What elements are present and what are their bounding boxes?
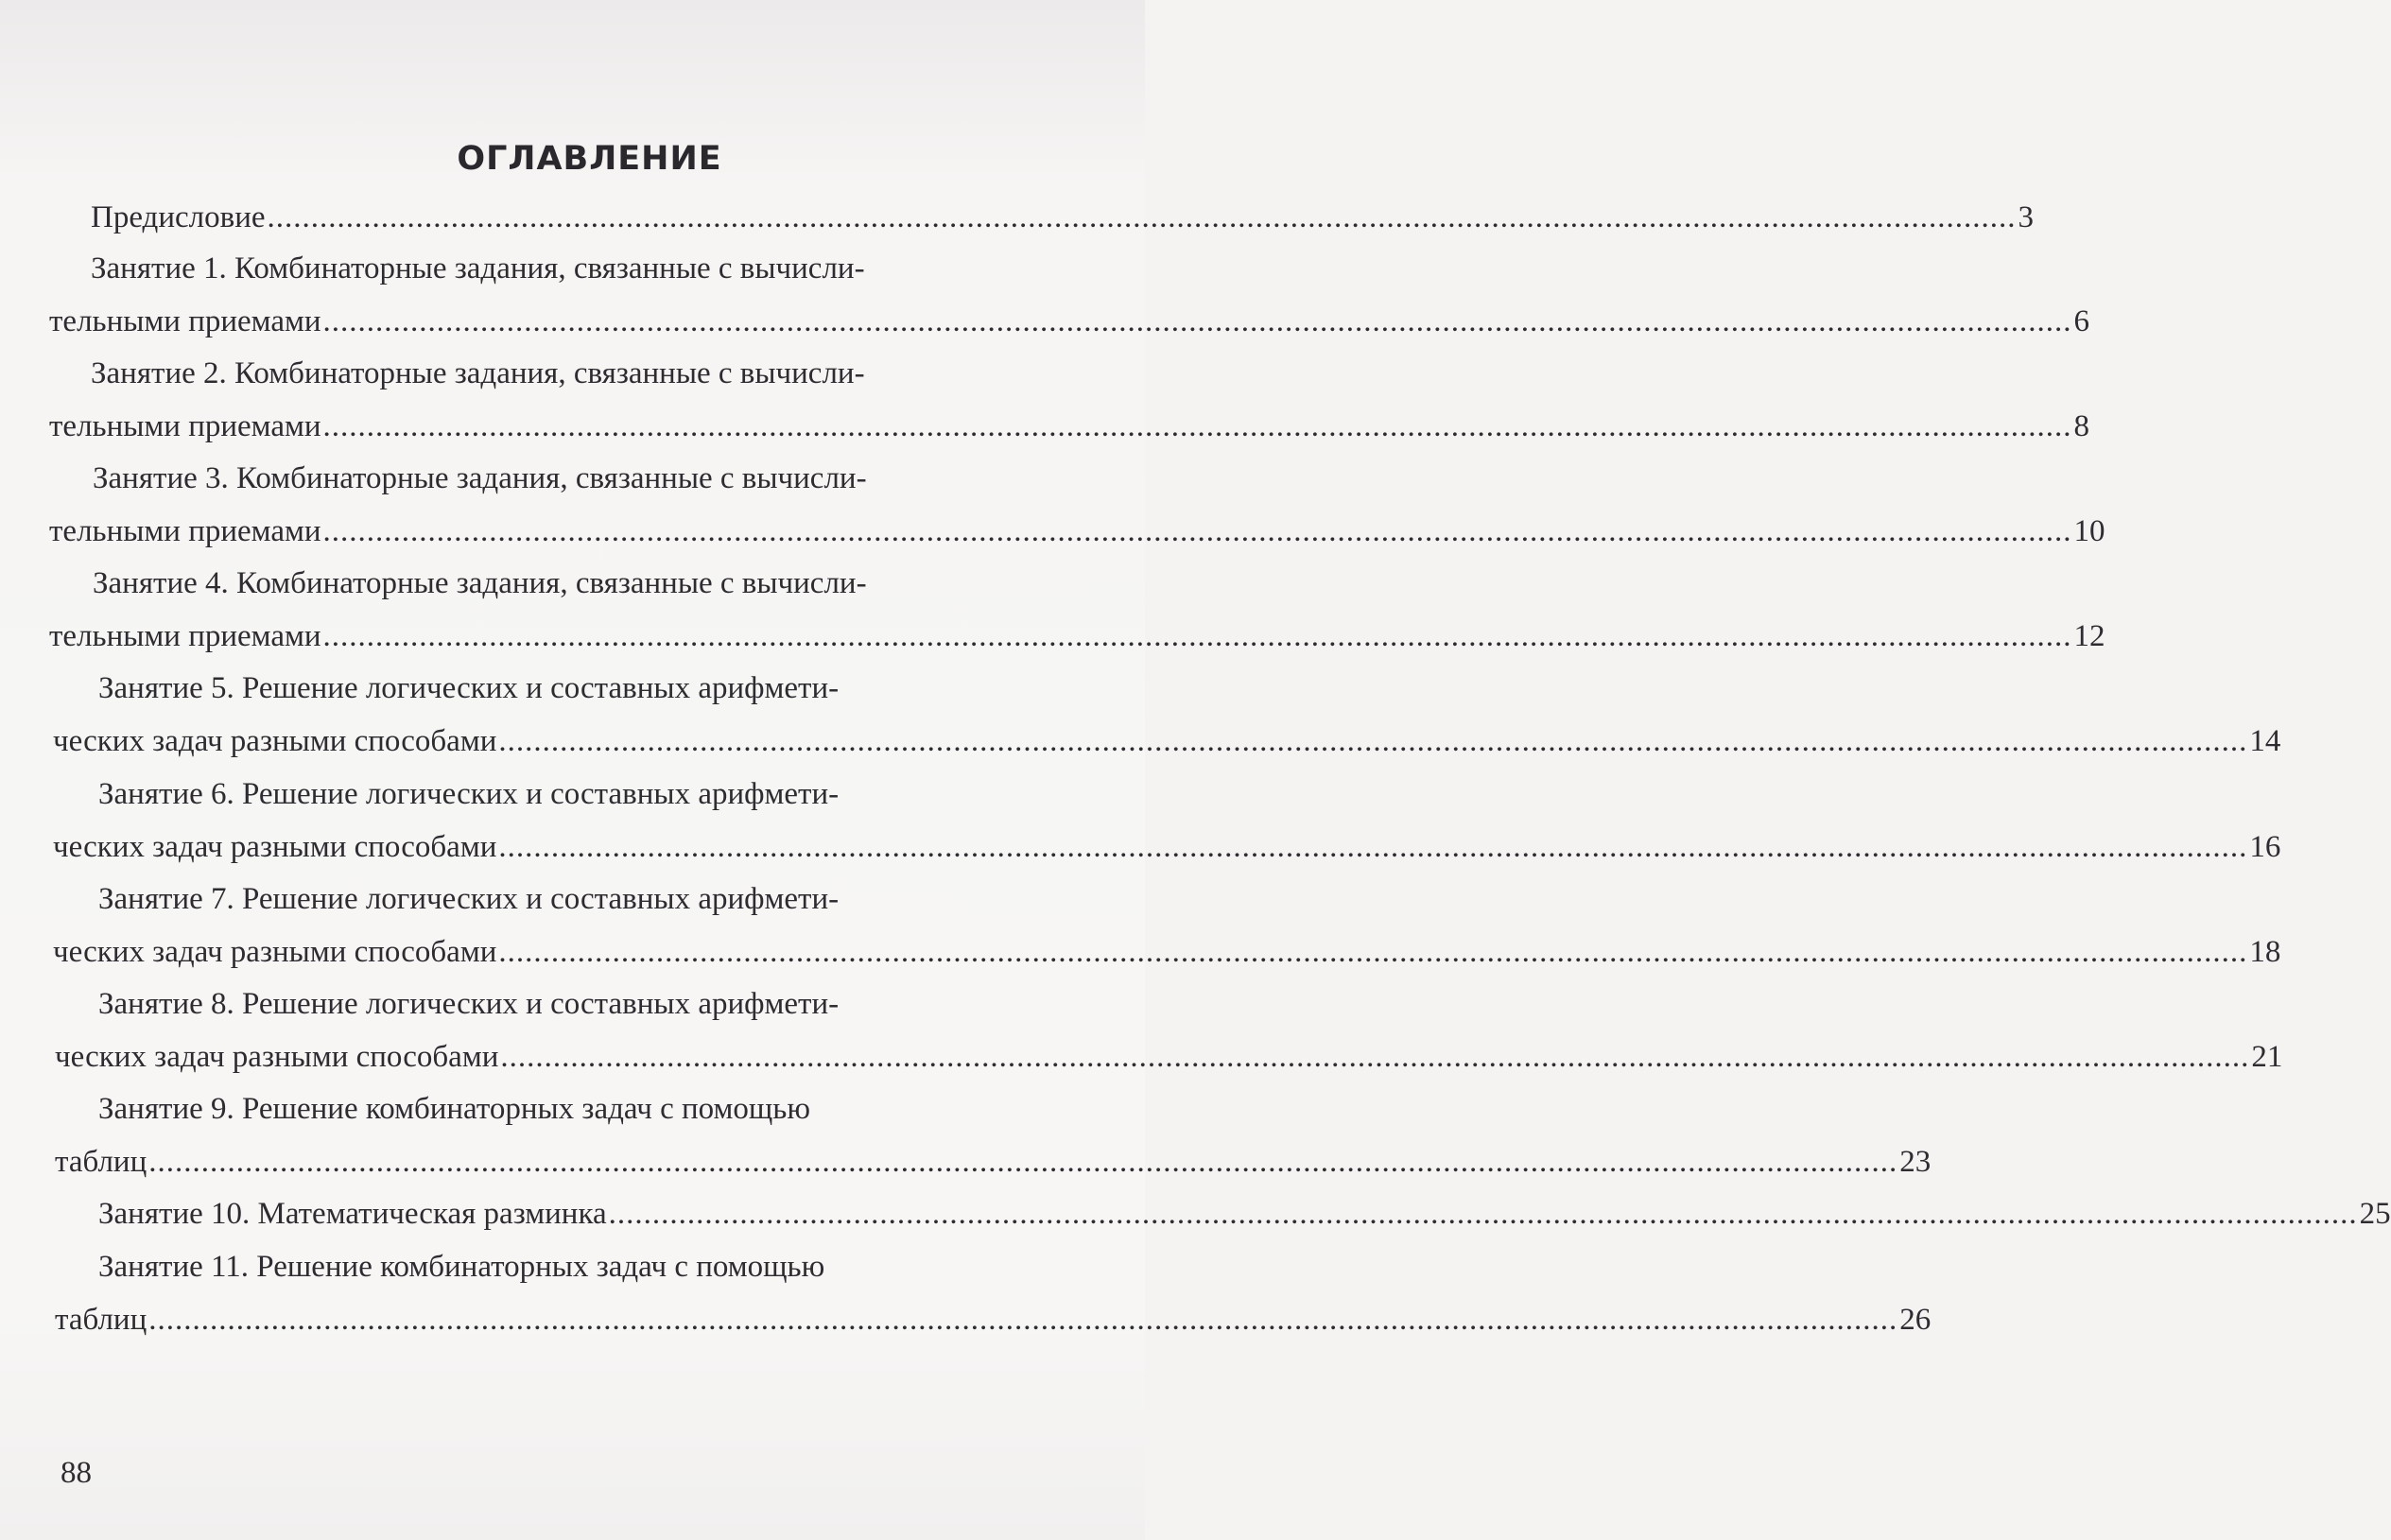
toc-entry-label: тельными приемами [49, 409, 321, 443]
toc-entry-lesson-11 [55, 1301, 1932, 1339]
leader-dots: ........................................................................................................................................................................................................ [500, 1040, 2250, 1074]
toc-entry-label: ческих задач разными способами [53, 724, 497, 758]
toc-entry-page: 23 [1899, 1145, 1932, 1179]
toc-entry-page: 10 [2073, 514, 2105, 548]
toc-entry-page: 8 [2073, 409, 2090, 443]
toc-title: ОГЛАВЛЕНИЕ [457, 140, 722, 178]
toc-entry-page: 18 [2249, 935, 2281, 969]
toc-entry-lesson-2 [49, 407, 2090, 445]
toc-entry-label: таблиц [55, 1145, 147, 1179]
toc-entry-lesson-4 [49, 617, 2105, 655]
toc-entry-label: тельными приемами [49, 304, 321, 338]
toc-entry-page: 26 [1899, 1303, 1932, 1337]
toc-entry-lesson-3 [49, 512, 2105, 550]
toc-entry-label: ческих задач разными способами [53, 830, 497, 864]
toc-entry-lesson-9 [55, 1143, 1932, 1181]
toc-entry-lesson-5 [53, 722, 2281, 760]
page-number: 88 [61, 1456, 92, 1490]
toc-entry-label: тельными приемами [49, 619, 321, 653]
toc-entry-label: Предисловие [91, 200, 266, 234]
leader-dots: ........................................................................................................................................................................................................ [322, 304, 2072, 338]
leader-dots: ........................................................................................................................................................................................................ [267, 200, 2017, 234]
toc-entry-page: 14 [2249, 724, 2281, 758]
toc-entry-label: тельными приемами [49, 514, 321, 548]
toc-entry-preface [91, 199, 2034, 236]
toc-entry-page: 12 [2073, 619, 2105, 653]
toc-entry-line1: Занятие 8. Решение логических и составных арифмети- [98, 987, 840, 1021]
leader-dots: ........................................................................................................................................................................................................ [322, 409, 2072, 443]
toc-entry-lesson-1 [49, 303, 2090, 340]
toc-entry-line1: Занятие 1. Комбинаторные задания, связанные с вычисли- [91, 251, 865, 286]
toc-entry-page: 3 [2018, 200, 2034, 234]
toc-entry-line1: Занятие 2. Комбинаторные задания, связанные с вычисли- [91, 356, 865, 390]
toc-entry-page: 21 [2251, 1040, 2283, 1074]
toc-entry-lesson-10 [98, 1195, 2391, 1233]
leader-dots: ........................................................................................................................................................................................................ [148, 1303, 1898, 1337]
toc-entry-lesson-7 [53, 933, 2281, 971]
toc-entry-lesson-6 [53, 828, 2281, 866]
toc-entry-line1: Занятие 7. Решение логических и составных арифмети- [98, 882, 840, 916]
toc-entry-line1: Занятие 4. Комбинаторные задания, связанные с вычисли- [93, 566, 867, 600]
toc-entry-line1: Занятие 6. Решение логических и составных арифмети- [98, 777, 840, 811]
leader-dots: ........................................................................................................................................................................................................ [148, 1145, 1898, 1179]
toc-entry-page: 25 [2359, 1197, 2391, 1231]
leader-dots: ........................................................................................................................................................................................................ [498, 935, 2248, 969]
leader-dots: ........................................................................................................................................................................................................ [498, 724, 2248, 758]
toc-entry-label: Занятие 10. Математическая разминка [98, 1197, 607, 1231]
toc-entry-page: 6 [2073, 304, 2090, 338]
leader-dots: ........................................................................................................................................................................................................ [608, 1197, 2358, 1231]
leader-dots: ........................................................................................................................................................................................................ [498, 830, 2248, 864]
leader-dots: ........................................................................................................................................................................................................ [322, 619, 2072, 653]
toc-entry-page: 16 [2249, 830, 2281, 864]
toc-entry-label: ческих задач разными способами [53, 935, 497, 969]
toc-entry-line1: Занятие 9. Решение комбинаторных задач с помощью [98, 1092, 810, 1126]
toc-entry-label: ческих задач разными способами [55, 1040, 499, 1074]
toc-entry-label: таблиц [55, 1303, 147, 1337]
toc-entry-lesson-8 [55, 1038, 2283, 1076]
toc-entry-line1: Занятие 11. Решение комбинаторных задач с помощью [98, 1250, 825, 1284]
leader-dots: ........................................................................................................................................................................................................ [322, 514, 2072, 548]
toc-entry-line1: Занятие 3. Комбинаторные задания, связанные с вычисли- [93, 461, 867, 495]
toc-entry-line1: Занятие 5. Решение логических и составных арифмети- [98, 671, 840, 705]
